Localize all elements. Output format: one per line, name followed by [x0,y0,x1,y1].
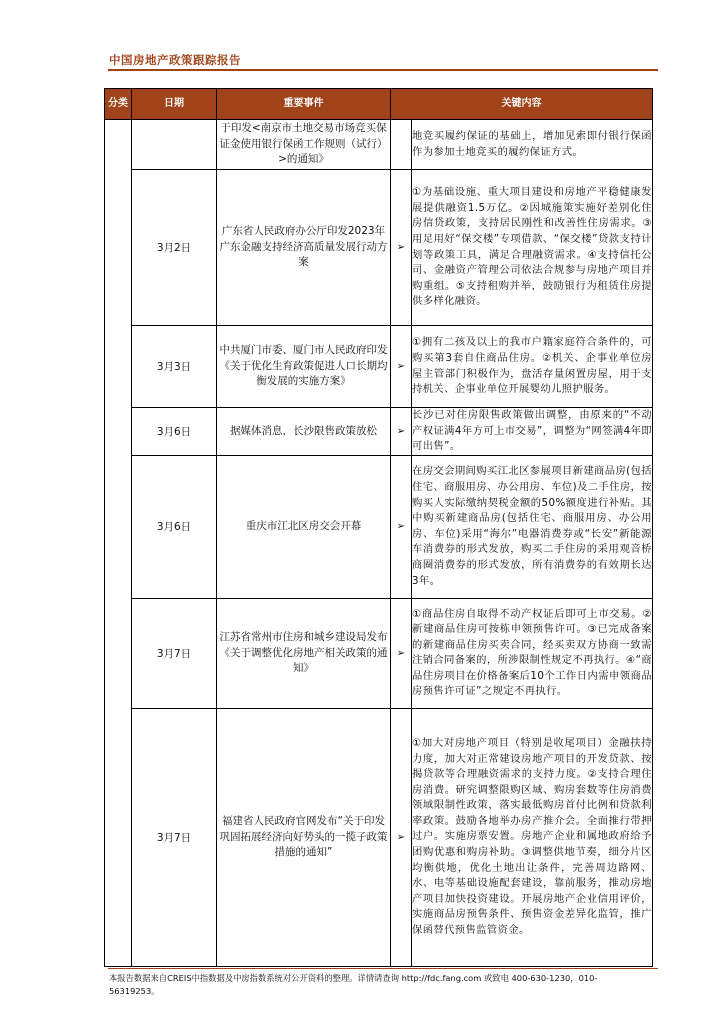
report-title: 中国房地产政策跟踪报告 [109,53,241,67]
content-cell: 在房交会期间购买江北区参展项目新建商品房(包括住宅、商服用房、办公用房、车位)及二手住房，按购买人实际缴纳契税金额的50%额度进行补贴。其中购买新建商品房(包括住宅、商服用房、办公用房、车位)采用“海尔”电器消费券或“长安”新能源车消费券的形式发放，购买二手住房的采用观音桥商圈消费券的形式发放，所有消费券的有效期长达3年。 [412,455,653,598]
event-cell: 江苏省常州市住房和城乡建设局发布《关于调整优化房地产相关政策的通知》 [217,598,391,708]
event-cell: 中共厦门市委、厦门市人民政府印发《关于优化生育政策促进人口长期均衡发展的实施方案》 [217,326,391,408]
policy-table [104,88,653,967]
event-cell: 据媒体消息，长沙限售政策放松 [217,408,391,456]
bullet-marker: ➢ [391,326,412,408]
table-header-row [105,89,653,120]
bullet-marker: ➢ [391,598,412,708]
header-rule [108,69,658,71]
table-row [105,408,653,456]
content-cell: 长沙已对住房限售政策做出调整，由原来的“不动产权证满4年方可上市交易”，调整为“网签满4年即可出售”。 [412,408,653,456]
column-header-category: 分类 [105,89,132,120]
column-header-date: 日期 [132,89,217,120]
column-header-event: 重要事件 [217,89,391,120]
date-cell: 3月2日 [132,170,217,326]
footer-rule [108,968,658,969]
event-cell: 福建省人民政府官网发布“关于印发巩固拓展经济向好势头的一揽子政策措施的通知” [217,708,391,966]
table-row [105,326,653,408]
table-row [105,708,653,966]
date-cell: 3月7日 [132,598,217,708]
date-cell: 3月6日 [132,408,217,456]
table-row [105,120,653,170]
date-cell [132,120,217,170]
content-cell: ①加大对房地产项目（特别是收尾项目）金融扶持力度，加大对正常建设房地产项目的开发贷款、按揭贷款等合理融资需求的支持力度。②支持合理住房消费。研究调整限购区域、购房套数等住房消费领域限制性政策，落实最低购房首付比例和贷款利率政策。鼓励各地举办房产推介会。全面推行带押过户。实施房票安置。房地产企业和属地政府给予团购优惠和购房补助。③调整供地节奏，细分片区均衡供地，优化土地出让条件，完善周边路网、水、电等基础设施配套建设，靠前服务，推动房地产项目加快投资建设。开展房地产企业信用评价，实施商品房预售条件、预售资金差异化监管，推广保函替代预售监管资金。 [412,708,653,966]
event-cell: 重庆市江北区房交会开幕 [217,455,391,598]
date-cell: 3月7日 [132,708,217,966]
bullet-marker: ➢ [391,708,412,966]
category-cell [105,120,132,967]
bullet-marker: ➢ [391,408,412,456]
date-cell: 3月3日 [132,326,217,408]
event-cell: 广东省人民政府办公厅印发2023年广东金融支持经济高质量发展行动方案 [217,170,391,326]
table-row [105,598,653,708]
content-cell: ①商品住房自取得不动产权证后即可上市交易。②新建商品住房可按栋申领预售许可。③已完成备案的新建商品住房买卖合同，经买卖双方协商一致需注销合同备案的，所涉限制性规定不再执行。④“商品住房项目在价格备案后10个工作日内需申领商品房预售许可证”之规定不再执行。 [412,598,653,708]
date-cell: 3月6日 [132,455,217,598]
content-cell: ①为基础设施、重大项目建设和房地产平稳健康发展提供融资1.5万亿。②因城施策实施好差别化住房信贷政策，支持居民刚性和改善性住房需求。③用足用好“保交楼”专项借款、“保交楼”贷款支持计划等政策工具，满足合理融资需求。④支持信托公司、金融资产管理公司依法合规参与房地产项目并购重组。⑤支持租购并举，鼓励银行为租赁住房提供多样化融资。 [412,170,653,326]
event-cell: 于印发<南京市土地交易市场竞买保证金使用银行保函工作规则（试行）>的通知》 [217,120,391,170]
table-row [105,455,653,598]
column-header-content: 关键内容 [391,89,653,120]
content-cell: 地竞买履约保证的基础上，增加见索即付银行保函作为参加土地竞买的履约保证方式。 [412,120,653,170]
content-cell: ①拥有二孩及以上的我市户籍家庭符合条件的，可购买第3套自住商品住房。②机关、企事业单位房屋主管部门积极作为，盘活存量闲置房屋，用于支持机关、企事业单位开展婴幼儿照护服务。 [412,326,653,408]
bullet-marker: ➢ [391,455,412,598]
footer-note: 本报告数据来自CREIS中指数据及中房指数系统对公开资料的整理。详情请查询 http://fdc.fang.com 或致电 400-630-1230，010-56319253。 [109,973,598,996]
table-row [105,170,653,326]
bullet-marker: ➢ [391,170,412,326]
bullet-marker [391,120,412,170]
